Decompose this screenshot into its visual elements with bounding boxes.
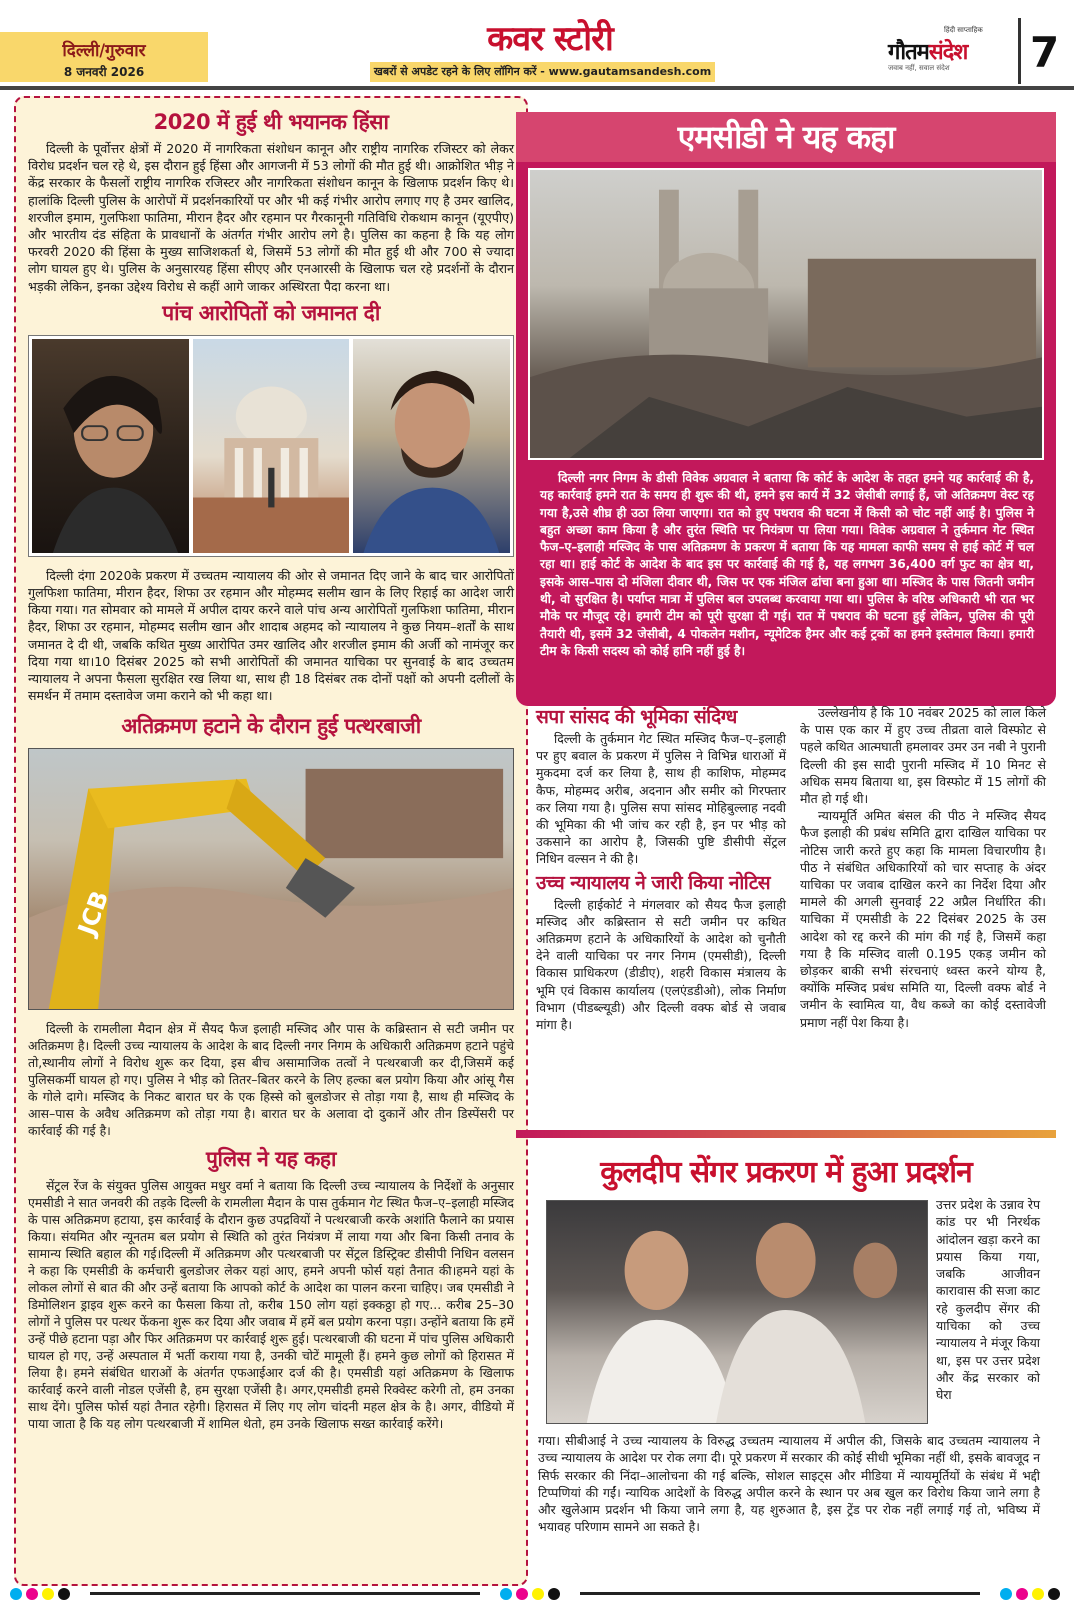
yellow-dot: [1032, 1588, 1044, 1600]
heading-stone-pelting: अतिक्रमण हटाने के दौरान हुई पत्थरबाजी: [121, 714, 421, 739]
logo-tagline-top: हिंदी साप्ताहिक: [944, 26, 983, 34]
photo-kuldeep-sengar: [546, 1200, 928, 1424]
column-hc-hearing: [800, 704, 1046, 1031]
magenta-dot: [26, 1588, 38, 1600]
heading-bail: पांच आरोपितों को जमानत दी: [162, 300, 380, 325]
protest-photo-illustration: [547, 1201, 927, 1423]
accused-photo-strip: [28, 335, 514, 557]
section-title: कवर स्टोरी: [487, 19, 613, 59]
page-number: 7: [1030, 28, 1060, 77]
magenta-dot: [1016, 1588, 1028, 1600]
heading-police-statement: पुलिस ने यह कहा: [206, 1147, 336, 1172]
photo-mosque-demolition: [528, 168, 1044, 460]
city-day: दिल्ली/गुरुवार: [62, 41, 146, 61]
date-box: [0, 32, 208, 82]
photo-accused-one: [32, 339, 189, 553]
promo-strip[interactable]: खबरों से अपडेट रहने के लिए लॉगिन करें - www.gautamsandesh.com: [370, 62, 715, 82]
paragraph-kuldeep-bottom: गया। सीबीआई ने उच्च न्यायालय के विरुद्ध उच्चतम न्यायालय में अपील की, जिसके बाद उच्चतम न्यायालय ने उच्च न्यायालय के आदेश पर रोक लगा दी। पूरे प्रकरण में सरकार की कोई सीधी भूमिका नहीं थी, इसके बावजूद न सिर्फ सरकार की निंदा–आलोचना की गई बल्कि, सोशल साइट्स और मीडिया में न्यायमूर्तियों के संबंध में भद्दी टिप्पणियां की गईं। न्यायिक आदेशों के विरुद्ध अपील करने के स्थान पर अब खुल कर विरोध किया जाने लगा है और खुलेआम प्रदर्शन भी किया जाने लगा है, यह शुरुआत है, इस ट्रेंड पर रोक नहीं लगाई गई तो, भविष्य में भयावह परिणाम सामने आ सकते है।: [538, 1433, 1040, 1535]
paragraph-sp-mp-role: दिल्ली के तुर्कमान गेट स्थित मस्जिद फैज–ए–इलाही पर हुए बवाल के प्रकरण में पुलिस ने विभिन्न धाराओं में मुकदमा दर्ज कर लिया है, साथ ही काशिफ, मोहम्मद कैफ, मोहम्मद अरीब, अदनान और समीर को गिरफ्तार कर लिया गया है। पुलिस सपा सांसद मोहिबुल्लाह नदवी की भूमिका की भी जांच कर रही है, इन पर भीड़ को उकसाने का आरोप है, जिसकी पुष्टि डीसीपी सेंट्रल निधिन वल्सन ने की है।: [536, 731, 786, 867]
issue-date: 8 जनवरी 2026: [63, 65, 145, 79]
heading-violence-2020: 2020 में हुई थी भयानक हिंसा: [153, 110, 389, 134]
photo-accused-two: [353, 339, 510, 553]
section-divider: [516, 1130, 1056, 1138]
footer-line: [580, 1592, 980, 1595]
black-dot: [58, 1588, 70, 1600]
photo-bulldozer-demolition: [28, 748, 514, 1010]
magenta-dot: [516, 1588, 528, 1600]
black-dot: [1048, 1588, 1060, 1600]
black-dot: [548, 1588, 560, 1600]
left-story-box: [14, 96, 528, 1586]
paragraph-encroachment: दिल्ली के रामलीला मैदान क्षेत्र में सैयद फैज इलाही मस्जिद और पास के कब्रिस्तान से सटी जमीन पर अतिक्रमण है। दिल्ली उच्च न्यायालय के आदेश के बाद दिल्ली नगर निगम के अधिकारी अतिक्रमण हटाने पहुंचे तो,स्थानीय लोगों ने विरोध शुरू कर दिया, इस बीच असामाजिक तत्वों ने पत्थरबाजी कर दी,जिसमें कई पुलिसकर्मी घायल हो गए। पुलिस ने भीड़ को तितर–बितर करने के लिए हल्का बल प्रयोग किया और आंसू गैस के गोले दागे। मस्जिद के निकट बारात घर के एक हिस्से को बुलडोजर से तोड़ा गया है, साथ ही मस्जिद के आस–पास के अवैध अतिक्रमण को तोड़ा गया है। बारात घर के अलावा दो दुकानें और तीन डिस्पेंसरी पर कार्रवाई की गई है।: [28, 1021, 514, 1139]
court-building-illustration: [193, 339, 350, 553]
paragraph-blast-reference: उल्लेखनीय है कि 10 नवंबर 2025 को लाल किले के पास एक कार में हुए उच्च तीव्रता वाले विस्फोट से पहले कथित आत्मघाती हमलावर उमर उन नबी ने पुरानी दिल्ली की इस सादी पुरानी मस्जिद में 10 मिनट से अधिक समय बिताया था, इस विस्फोट में 15 लोगों की मौत हो गई थी।: [800, 705, 1046, 807]
paragraph-mcd-statement: दिल्ली नगर निगम के डीसी विवेक अग्रवाल ने बताया कि कोर्ट के आदेश के तहत हमने यह कार्रवाई की है, यह कार्रवाई हमने रात के समय ही शुरू की थी, हमने इस कार्य में 32 जेसीबी लगाई हैं, जो अतिक्रमण वेस्ट रह गया है,उसे शीघ्र ही उठा लिया जाएगा। रात को हुए पथराव की घटना में किसी को चोट नहीं आई है। पुलिस ने बहुत अच्छा काम किया है और तुरंत स्थिति पर नियंत्रण पा लिया गया। विवेक अग्रवाल ने तुर्कमान गेट स्थित फैज–ए–इलाही मस्जिद के पास अतिक्रमण के प्रकरण में बताया कि यह मामला काफी समय से हाई कोर्ट में चल रहा था। हाई कोर्ट के आदेश के बाद इस पर कार्रवाई की गई है, यह लगभग 36,400 वर्ग फुट का क्षेत्र था, इसके आस–पास दो मंजिला दीवार थी, जिस पर एक मंजिल ढांचा बना हुआ था। मस्जिद के पास जितनी जमीन थी, वो सुरक्षित है। पर्याप्त मात्रा में पुलिस बल उपलब्ध करवाया गया था। पुलिस के वरिष्ठ अधिकारी भी रात भर मौके पर मौजूद रहे। हमारी टीम को पूरी सुरक्षा दी गई। रात में पथराव की घटना हुई लेकिन, पुलिस की पूरी तैयारी थी, इसमें 32 जेसीबी, 4 पोकलेन मशीन, न्यूमेटिक हैमर और कई ट्रकों का हमने इस्तेमाल किया। हमारी टीम के किसी सदस्य को कोई हानि नहीं हुई है।: [540, 471, 1034, 658]
cyan-dot: [500, 1588, 512, 1600]
yellow-dot: [42, 1588, 54, 1600]
jcb-brand-label: JCB: [72, 887, 115, 940]
heading-hc-notice: उच्च न्यायालय ने जारी किया नोटिस: [536, 871, 771, 894]
footer-line: [90, 1592, 480, 1595]
heading-mcd-statement: एमसीडी ने यह कहा: [516, 112, 1056, 162]
footer-registration-marks: [0, 1586, 1074, 1600]
header-rule: [0, 86, 1074, 90]
paragraph-kuldeep-side: उत्तर प्रदेश के उन्नाव रेप कांड पर भी निरर्थक आंदोलन खड़ा करने का प्रयास किया गया, जबकि आजीवन कारावास की सजा काट रहे कुलदीप सेंगर की याचिका को उच्च न्यायालय ने मंजूर किया था, इस पर उत्तर प्रदेश और केंद्र सरकार को घेरा: [936, 1197, 1040, 1403]
paragraph-bail: दिल्ली दंगा 2020के प्रकरण में उच्चतम न्यायालय की ओर से जमानत दिए जाने के बाद चार आरोपितों गुलफिशा फातिमा, मीरान हैदर, शिफा उर रहमान और मोहम्मद सलीम खान के लिए रिहाई का आदेश जारी किया गया। गत सोमवार को मामले में अपील दायर करने वाले पांच अन्य आरोपितों गुलफिशा फातिमा, मीरान हैदर, शिफा उर रहमान, मोहम्मद सलीम खान और शादाब अहमद को न्यायालय ने कुछ नियम–शर्तों के साथ जमानत दे दी थी, जबकि कथित मुख्य आरोपित उमर खालिद और शरजील इमाम की अर्जी को नामंजूर कर दिया गया था।10 दिसंबर 2025 को सभी आरोपितों की जमानत याचिका पर सुनवाई के बाद उच्चतम न्यायालय ने अपना फैसला सुरक्षित रख लिया था, साथ ही 18 दिसंबर तक दोनों पक्षों को अपनी दलीलों के समर्थन में तमाम दस्तावेज जमा कराने को भी कहा था।: [28, 567, 514, 704]
bulldozer-illustration: [29, 749, 513, 1009]
paragraph-police-statement: सेंट्रल रेंज के संयुक्त पुलिस आयुक्त मधुर वर्मा ने बताया कि दिल्ली उच्च न्यायालय के निर्देशों के अनुसार एमसीडी ने सात जनवरी की तड़के दिल्ली के रामलीला मैदान के पास तुर्कमान गेट स्थित फैज–ए–इलाही मस्जिद के पास अतिक्रमण हटाया, इस कार्रवाई के दौरान कुछ उपद्रवियों ने पत्थरबाजी करके अशांति फैलाने का प्रयास किया। संयमित और न्यूनतम बल प्रयोग से स्थिति को तुरंत नियंत्रण में लाया गया और बिना किसी तनाव के सामान्य स्थिति बहाल की गई।दिल्ली में अतिक्रमण और पत्थरबाजी पर सेंट्रल डिस्ट्रिक्ट डीसीपी निधिन वलसन ने कहा कि एमसीडी के कर्मचारी बुलडोजर लेकर यहां आए, हमने अपनी फोर्स यहां तैनात की।हमने यहां के लोकल लोगों से बात की और उन्हें बताया कि आपको कोर्ट के आदेश का पालन करना चाहिए। जब एमसीडी ने डिमोलिशन ड्राइव शुरू करने का फैसला किया तो, करीब 150 लोग यहां इक्कठ्ठा हो गए... करीब 25–30 लोगों ने पुलिस पर पत्थर फेंकना शुरू कर दिया और जवाब में हमें बल प्रयोग करना पड़ा। उन्होंने बताया कि हमें उन्हें पीछे हटाना पड़ा और फिर अतिक्रमण पर कार्रवाई शुरू हुई। पत्थरबाजी की घटना में पांच पुलिस अधिकारी घायल हो गए, उन्हें अस्पताल में भर्ती कराया गया है, उनकी चोटें मामूली हैं। हमने कुछ लोगों को हिरासत में लिया है। हमने संबंधित धाराओं के अंतर्गत एफआईआर दर्ज की है। एमसीडी यहां अतिक्रमण के खिलाफ कार्रवाई करने वाली नोडल एजेंसी है, हम सुरक्षा एजेंसी है। अगर,एमसीडी हमसे रिक्वेस्ट करेगी तो, हम उनका साथ देंगे। पुलिस फोर्स यहां तैनात रहेगी। हिरासत में लिए गए लोग चांदनी महल क्षेत्र के है। अगर, वीडियो में पाया जाता है कि यह लोग पत्थरबाजी में शामिल थेतो, हम उनके खिलाफ सख्त कार्रवाई करेंगे।: [28, 1178, 514, 1432]
mosque-illustration: [530, 170, 1042, 458]
heading-sp-mp-role: सपा सांसद की भूमिका संदिग्ध: [536, 706, 737, 728]
paragraph-bench-notice: न्यायमूर्ति अमित बंसल की पीठ ने मस्जिद सैयद फैज इलाही की प्रबंध समिति द्वारा दाखिल याचिका पर नोटिस जारी करते हुए कहा कि मामला विचारणीय है। पीठ ने संबंधित अधिकारियों को चार सप्ताह के अंदर याचिका पर जवाब दाखिल करने का निर्देश दिया और मामले की अगली सुनवाई 22 अप्रैल निर्धारित की। याचिका में एमसीडी के 22 दिसंबर 2025 के उस आदेश को रद्द करने की मांग की गई है, जिसमें कहा गया है कि मस्जिद वाली 0.195 एकड़ जमीन को छोड़कर बाकी सभी संरचनाएं ध्वस्त करने योग्य है, क्योंकि मस्जिद प्रबंध समिति या, दिल्ली वक्फ बोर्ड ने जमीन के स्वामित्व या, वैध कब्जे का कोई दस्तावेजी प्रमाण नहीं पेश किया है।: [800, 808, 1046, 1030]
logo-tagline: जवाब नहीं, सवाल संदेश: [888, 64, 950, 72]
photo-supreme-court: [193, 339, 350, 553]
cyan-dot: [10, 1588, 22, 1600]
page-number-divider: [1018, 18, 1021, 84]
logo-accent: संदेश: [928, 39, 968, 65]
cyan-dot: [1000, 1588, 1012, 1600]
heading-kuldeep-sengar: कुलदीप सेंगर प्रकरण में हुआ प्रदर्शन: [600, 1155, 972, 1190]
logo-main: गौतम: [888, 39, 929, 65]
yellow-dot: [532, 1588, 544, 1600]
paragraph-violence-2020: दिल्ली के पूर्वोत्तर क्षेत्रों में 2020 में नागरिकता संशोधन कानून और राष्ट्रीय नागरिक रजिस्टर को लेकर विरोध प्रदर्शन चल रहे थे, इस दौरान हुई हिंसा और आगजनी में 53 लोगों की मौत हुई थी। आक्रोशित भीड़ ने केंद्र सरकार के फैसलों राष्ट्रीय नागरिक रजिस्टर और नागरिकता संशोधन कानून के खिलाफ प्रदर्शन किए थे। हालांकि दिल्ली पुलिस के आरोपों में प्रदर्शनकारियों पर और भी कई गंभीर आरोप लगाए गए है उमर खालिद, शरजील इमाम, गुलफिशा फातिमा, मीरान हैदर और रहमान पर गैरकानूनी गतिविधि रोकथाम कानून (यूएपीए) और भारतीय दंड संहिता के प्रावधानों के अंतर्गत गंभीर आरोप लगे है। पुलिस का कहना है कि यह लोग फरवरी 2020 की हिंसा के मुख्य साजिशकर्ता थे, जिसमें 53 लोगों की मौत हुई थी और 700 से ज्यादा लोग घायल हुए थे। पुलिस के अनुसारयह हिंसा सीएए और एनआरसी के खिलाफ चल रहे प्रदर्शनों के दौरान भड़की लेकिन, इनका उद्देश्य विरोध से कहीं आगे जाकर अस्थिरता पैदा करना था।: [28, 141, 514, 294]
column-sp-mp: [536, 704, 786, 1033]
newspaper-logo[interactable]: [888, 36, 1008, 66]
portrait-illustration: [353, 339, 510, 553]
paragraph-hc-notice: दिल्ली हाईकोर्ट ने मंगलवार को सैयद फैज इलाही मस्जिद और कब्रिस्तान से सटी जमीन पर कथित अतिक्रमण हटाने के अधिकारियों के आदेश को चुनौती देने वाली याचिका पर नगर निगम (एमसीडी), दिल्ली विकास प्राधिकरण (डीडीए), शहरी विकास मंत्रालय के भूमि एवं विकास कार्यालय (एलएंडडीओ), लोक निर्माण विभाग (पीडब्ल्यूडी) और दिल्ली वक्फ बोर्ड से जवाब मांगा है।: [536, 896, 786, 1033]
portrait-illustration: [32, 339, 189, 553]
